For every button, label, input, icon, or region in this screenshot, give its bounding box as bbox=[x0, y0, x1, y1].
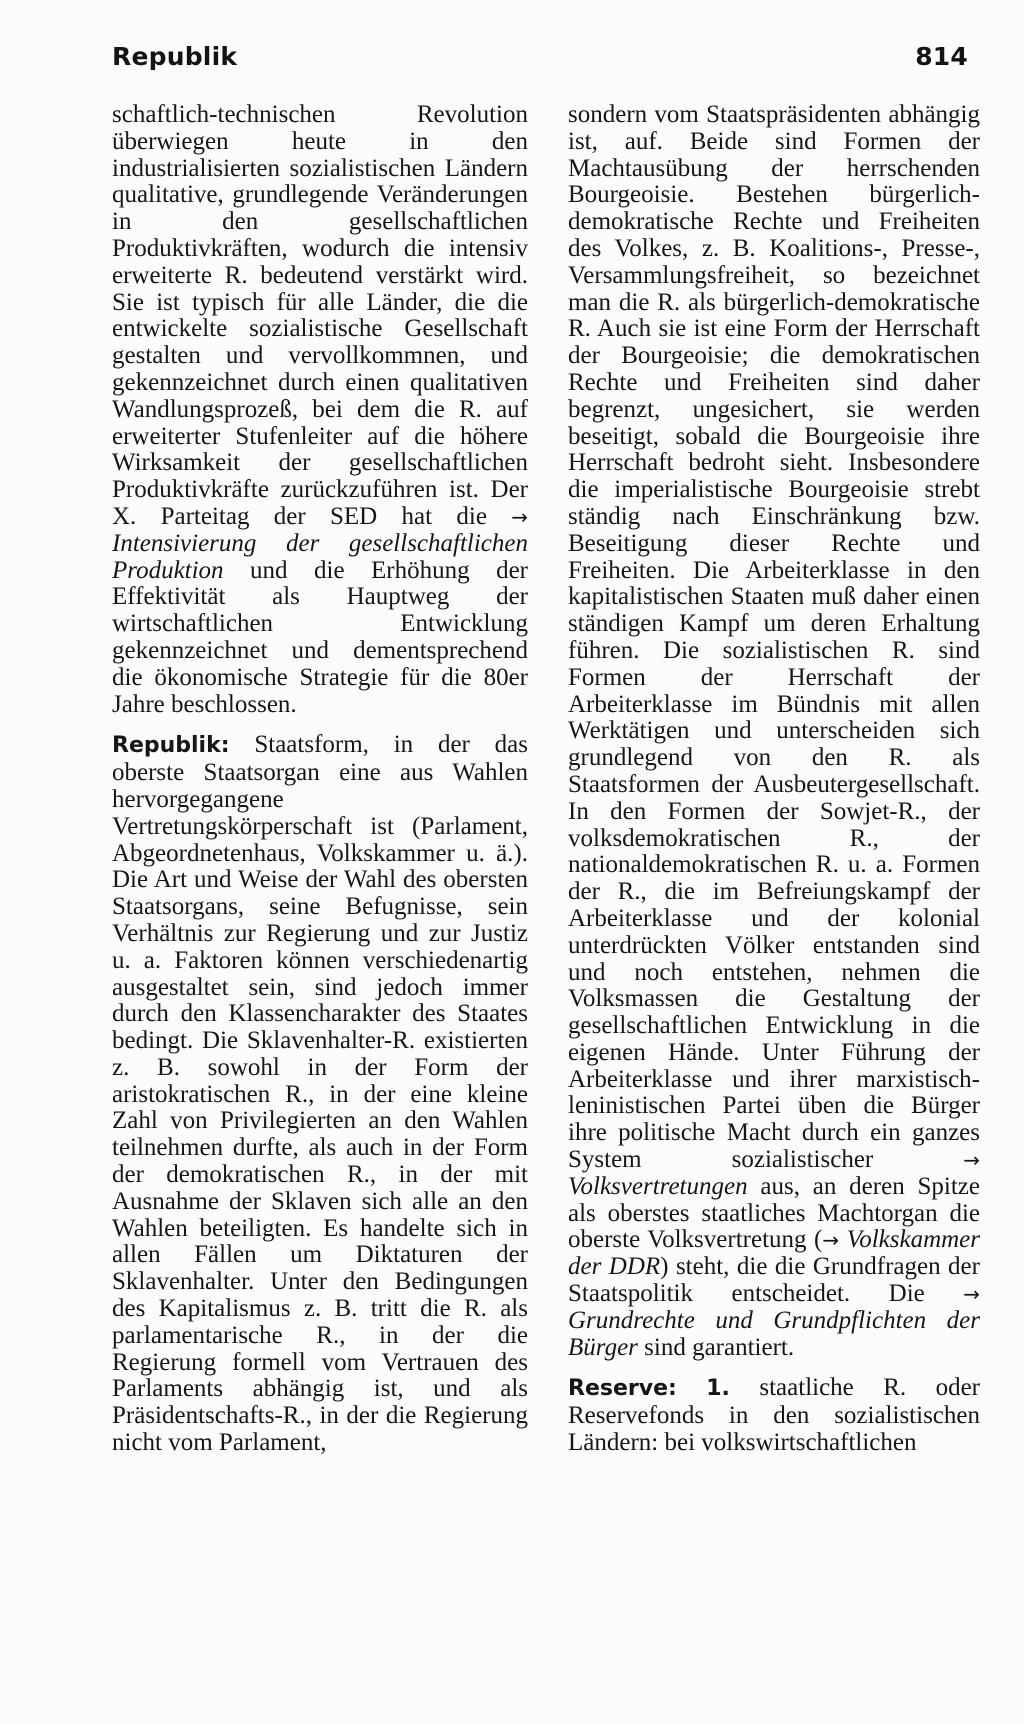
body-text: aus, an deren Spitze als oberstes staatliches Machtorgan die oberste Volksvertretung ( bbox=[568, 1172, 980, 1254]
body-text: ) steht, die die Grundfragen der Staatspolitik entscheidet. Die bbox=[568, 1253, 980, 1308]
entry-republik bbox=[112, 732, 528, 1457]
body-text: staatliche R. oder Reservefonds in den sozialistischen Ländern: bei volkswirtschaftlichen bbox=[568, 1374, 981, 1457]
entry-continuation bbox=[112, 102, 528, 718]
cross-reference-arrow: → bbox=[822, 1228, 840, 1253]
cross-reference-link: Volkskammer der DDR bbox=[568, 1226, 981, 1281]
running-head-title: Republik bbox=[112, 42, 238, 71]
body-text: und die Erhöhung der Effektivität als Hauptweg der wirtschaftlichen Entwicklung gekennzeichnet und dementsprechend die ökonomische Strategie für die 80er Jahre beschlossen. bbox=[112, 556, 528, 718]
left-column bbox=[112, 102, 528, 1457]
right-column bbox=[568, 102, 980, 1457]
body-text: sind garantiert. bbox=[644, 1333, 795, 1361]
entry-headword: Reserve: bbox=[568, 1376, 677, 1402]
cross-reference-arrow: → bbox=[511, 504, 528, 529]
cross-reference-link: Grundrechte und Grundpflichten der Bürger bbox=[568, 1306, 980, 1361]
body-text: schaftlich-technischen Revolution überwiegen heute in den industrialisierten sozialistischen Ländern qualitative, grundlegende Veränderungen in den gesellschaftlichen Produktivkräften, wodurch die intensiv erweiterte R. bedeutend verstärkt wird. Sie ist typisch für alle Länder, die die entwickelte sozialistische Gesellschaft gestalten und vervollkommnen, und gekennzeichnet durch einen qualitativen Wandlungsprozeß, bei dem die R. auf erweiterter Stufenleiter auf die höhere Wirksamkeit der gesellschaftlichen Produktivkräfte zurückzuführen ist. Der X. Parteitag der SED hat die bbox=[112, 101, 528, 530]
cross-reference-link: Intensivierung der gesellschaftlichen Produktion bbox=[112, 529, 528, 584]
entry-continuation bbox=[568, 102, 980, 1361]
body-text: sondern vom Staatspräsidenten abhängig ist, auf. Beide sind Formen der Machtausübung der herrschenden Bourgeoisie. Bestehen bürgerlich-demokratische Rechte und Freiheiten des Volkes, z. B. Koalitions-, Presse-, Versammlungsfreiheit, so bezeichnet man die R. als bürgerlich-demokratische R. Auch sie ist eine Form der Herrschaft der Bourgeoisie; die demokratischen Rechte und Freiheiten sind daher begrenzt, ungesichert, sie werden beseitigt, sobald die Bourgeoisie ihre Herrschaft bedroht sieht. Insbesondere die imperialistische Bourgeoisie strebt ständig nach Einschränkung bzw. Beseitigung dieser Rechte und Freiheiten. Die Arbeiterklasse in den kapitalistischen Staaten muß daher einen ständigen Kampf um deren Erhaltung führen. Die sozialistischen R. sind Formen der Herrschaft der Arbeiterklasse im Bündnis mit allen Werktätigen und unterscheiden sich grundlegend von den R. als Staatsformen der Ausbeutergesellschaft. In den Formen der Sowjet-R., der volksdemokratischen R., der nationaldemokratischen R. u. a. Formen der R., die im Befreiungskampf der Arbeiterklasse und der kolonial unterdrückten Völker entstanden sind und noch entstehen, nehmen die Volksmassen die Gestaltung der gesellschaftlichen Entwicklung in die eigenen Hände. Unter Führung der Arbeiterklasse und ihrer marxistisch-leninistischen Partei üben die Bürger ihre politische Macht durch ein ganzes System sozialistischer bbox=[568, 101, 980, 1174]
cross-reference-link: Volksvertretungen bbox=[568, 1172, 748, 1200]
sense-number: 1. bbox=[706, 1376, 730, 1402]
entry-reserve bbox=[568, 1375, 980, 1456]
page-number: 814 bbox=[915, 42, 968, 71]
entry-headword: Republik: bbox=[112, 733, 230, 759]
body-text: Staatsform, in der das oberste Staatsorgan eine aus Wahlen hervorgegangene Vertretungskörperschaft ist (Parlament, Abgeordnetenhaus, Volkskammer u. ä.). Die Art und Weise der Wahl des obersten Staatsorgans, seine Befugnisse, sein Verhältnis zur Regierung und zur Justiz u. a. Faktoren können verschiedenartig ausgestaltet sein, sind jedoch immer durch den Klassencharakter des Staates bedingt. Die Sklavenhalter-R. existierten z. B. sowohl in der Form der aristokratischen R., in der eine kleine Zahl von Privilegierten an den Wahlen teilnehmen durfte, als auch in der Form der demokratischen R., in der mit Ausnahme der Sklaven sich alle an den Wahlen beteiligten. Es handelte sich in allen Fällen um Diktaturen der Sklavenhalter. Unter den Bedingungen des Kapitalismus z. B. tritt die R. als parlamentarische R., in der die Regierung formell vom Vertrauen des Parlaments abhängig ist, und als Präsidentschafts-R., in der die Regierung nicht vom Parlament, bbox=[112, 731, 529, 1457]
cross-reference-arrow: → bbox=[963, 1282, 980, 1307]
cross-reference-arrow: → bbox=[963, 1148, 981, 1173]
